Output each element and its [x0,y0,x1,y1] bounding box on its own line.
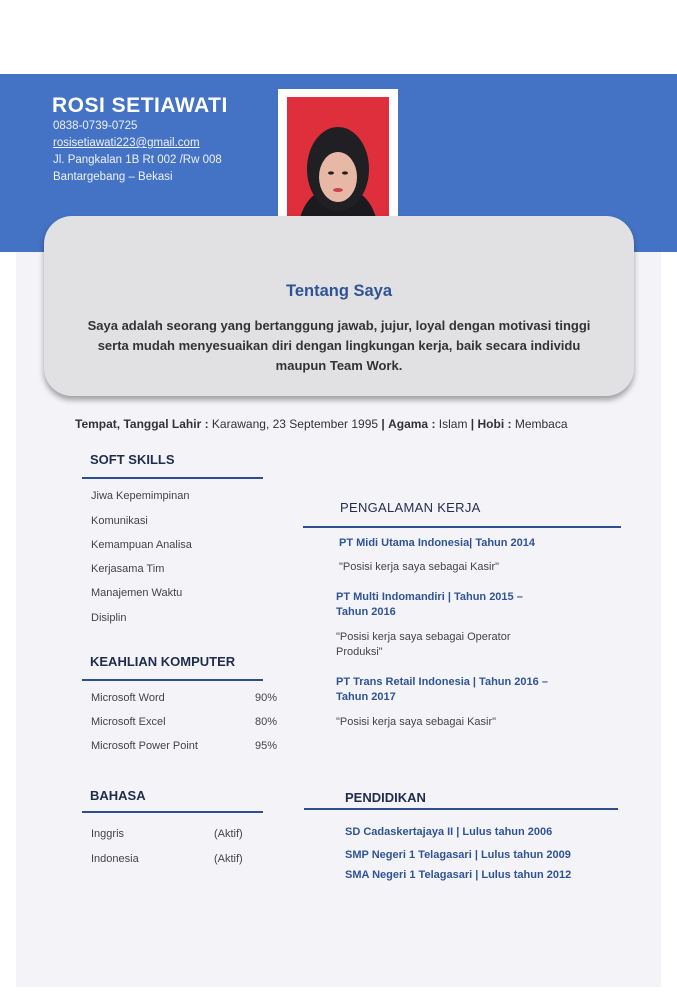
education-item: SMA Negeri 1 Telagasari | Lulus tahun 2012 [345,869,572,881]
soft-skills-rule [82,477,263,479]
soft-skill-item: Kemampuan Analisa [91,539,192,551]
job-company: Tahun 2017 [336,691,396,703]
education-item: SMP Negeri 1 Telagasari | Lulus tahun 2009 [345,849,571,861]
address-line-2: Bantargebang – Bekasi [53,171,173,183]
job-description: "Posisi kerja saya sebagai Kasir" [339,561,500,573]
soft-skill-item: Kerjasama Tim [91,563,165,575]
computer-skill-level: 90% [255,692,278,704]
soft-skill-item: Manajemen Waktu [91,587,183,599]
computer-skill-level: 95% [255,740,278,752]
religion-value: Islam [438,417,468,431]
job-company: PT Trans Retail Indonesia | Tahun 2016 – [336,676,548,688]
job-description: Produksi" [336,646,383,658]
education-title: PENDIDIKAN [345,790,426,805]
separator: | [470,417,475,431]
education-rule [304,808,618,810]
phone-number: 0838-0739-0725 [53,120,138,132]
birth-value: Karawang, 23 September 1995 [211,417,379,431]
about-card [44,216,634,396]
birth-label: Tempat, Tanggal Lahir : [75,417,209,431]
language-level: (Aktif) [214,828,243,840]
soft-skills-title: SOFT SKILLS [90,452,175,467]
job-company: Tahun 2016 [336,606,396,618]
language-name: Inggris [91,828,125,840]
religion-label: Agama : [388,417,436,431]
languages-title: BAHASA [90,788,146,803]
computer-skills-rule [82,679,263,681]
language-name: Indonesia [91,853,139,865]
computer-skills-title: KEAHLIAN KOMPUTER [90,654,236,669]
soft-skill-item: Disiplin [91,612,127,624]
soft-skill-item: Komunikasi [91,515,148,527]
email-link[interactable]: rosisetiawati223@gmail.com [53,137,200,149]
job-company: PT Multi Indomandiri | Tahun 2015 – [336,591,523,603]
personal-info-line [75,417,568,431]
computer-skill-name: Microsoft Power Point [91,740,198,752]
job-description: "Posisi kerja saya sebagai Kasir" [336,716,497,728]
hobby-label: Hobi : [477,417,512,431]
separator: | [381,417,385,431]
address-line-1: Jl. Pangkalan 1B Rt 002 /Rw 008 [53,154,222,166]
candidate-name: ROSI SETIAWATI [52,94,228,117]
computer-skill-name: Microsoft Excel [91,716,166,728]
experience-title: PENGALAMAN KERJA [340,500,481,515]
experience-rule [303,526,621,528]
education-item: SD Cadaskertajaya II | Lulus tahun 2006 [345,826,553,838]
computer-skill-level: 80% [255,716,278,728]
job-description: "Posisi kerja saya sebagai Operator [336,631,511,643]
soft-skill-item: Jiwa Kepemimpinan [91,490,190,502]
language-level: (Aktif) [214,853,243,865]
about-text: Saya adalah seorang yang bertanggung jawab, jujur, loyal dengan motivasi tinggi serta mudah menyesuaikan diri dengan lingkungan kerja, baik secara individu maupun Team Work. [87,318,591,373]
about-title: Tentang Saya [285,282,393,300]
computer-skill-name: Microsoft Word [91,692,165,704]
job-company: PT Midi Utama Indonesia| Tahun 2014 [339,537,536,549]
hobby-value: Membaca [514,417,568,431]
languages-rule [82,811,263,813]
